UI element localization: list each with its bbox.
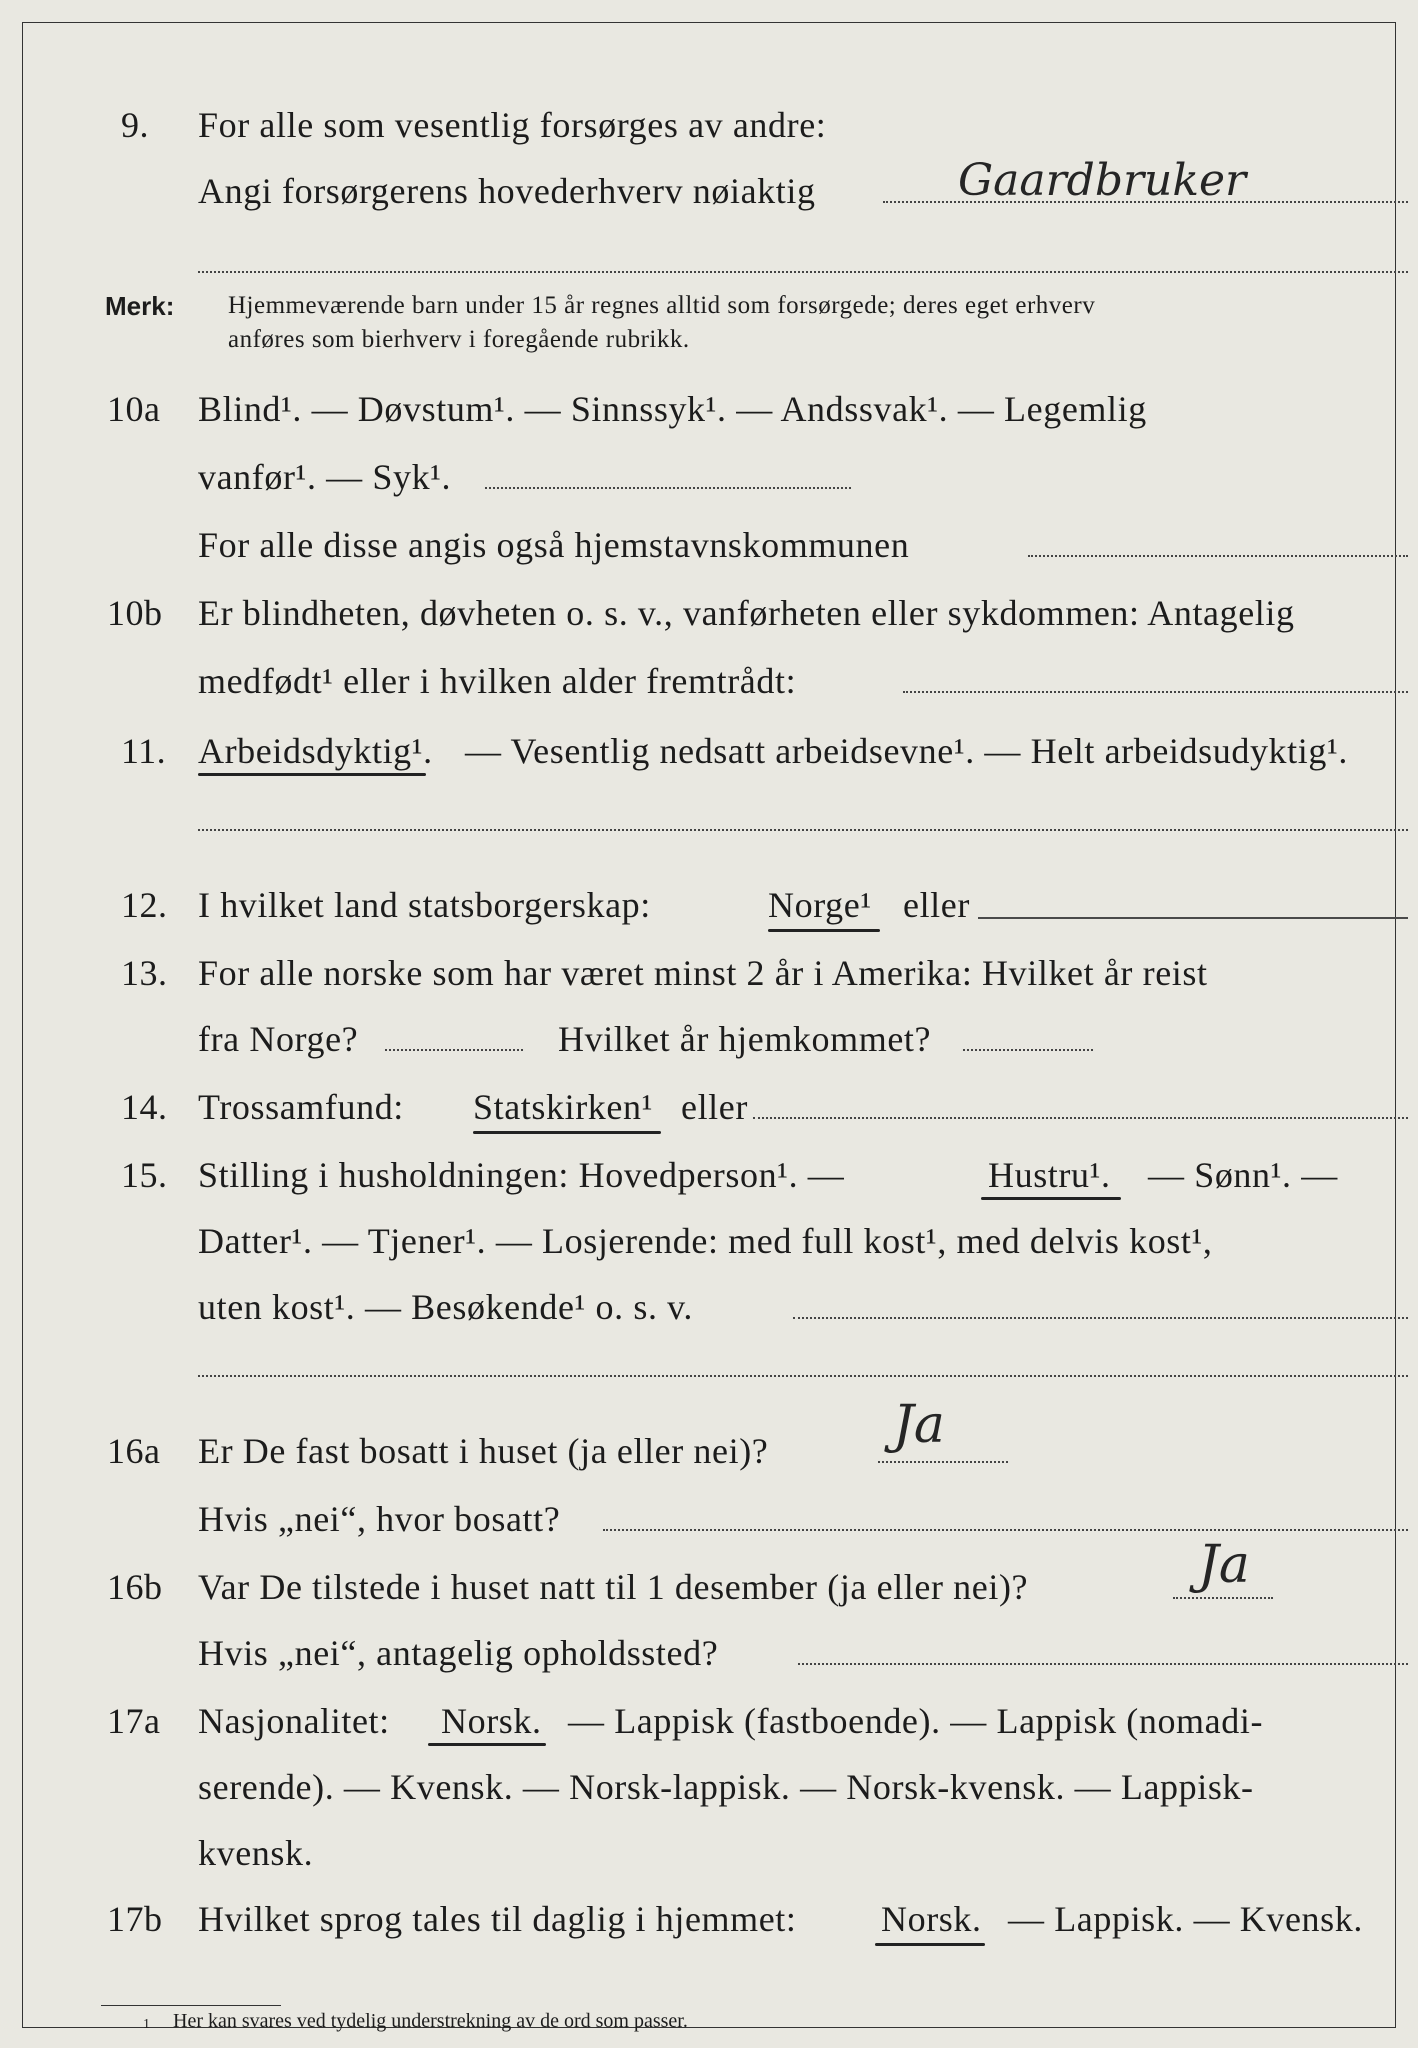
q16b-location-line xyxy=(798,1663,1408,1665)
q17a-question-line2: serende). — Kvensk. — Norsk-lappisk. — Norsk-kvensk. — Lappisk- xyxy=(198,1767,1254,1807)
q15-other-options: — Sønn¹. — xyxy=(1148,1155,1338,1195)
q17b-option-norsk: Norsk. xyxy=(881,1899,982,1939)
q17b-question: Hvilket sprog tales til daglig i hjemmet: xyxy=(198,1899,797,1939)
q14-answer-line xyxy=(753,1117,1408,1119)
merk-label: Merk: xyxy=(105,291,175,321)
q15-extra-line xyxy=(198,1375,1408,1377)
q15-question-line2: Datter¹. — Tjener¹. — Losjerende: med full kost¹, med delvis kost¹, xyxy=(198,1221,1213,1261)
q17a-option-norsk: Norsk. xyxy=(441,1701,542,1741)
q17a-number: 17a xyxy=(107,1701,161,1741)
q16a-number: 16a xyxy=(107,1431,161,1471)
q15-option-hustru: Hustru¹. xyxy=(988,1155,1111,1195)
q14-eller: eller xyxy=(681,1087,748,1127)
footnote-mark: 1 xyxy=(143,2017,150,2032)
q17a-question-line3: kvensk. xyxy=(198,1833,314,1873)
q11-underline-mark xyxy=(198,773,426,776)
q9-question-line2: Angi forsørgerens hovederhverv nøiaktig xyxy=(198,171,816,211)
q17a-other-options: — Lappisk (fastboende). — Lappisk (nomadi- xyxy=(568,1701,1264,1741)
q16b-question-line2: Hvis „nei“, antagelig opholdssted? xyxy=(198,1633,719,1673)
q12-eller: eller xyxy=(903,885,970,925)
q16b-number: 16b xyxy=(107,1567,163,1607)
q10a-hometown-line xyxy=(1028,555,1408,557)
q10a-number: 10a xyxy=(107,389,161,429)
q16b-question-line1: Var De tilstede i huset natt til 1 desember (ja eller nei)? xyxy=(198,1567,1029,1607)
q10a-question-line3: For alle disse angis også hjemstavnskommunen xyxy=(198,525,910,565)
q13-question-line2a: fra Norge? xyxy=(198,1019,359,1059)
merk-text-line2: anføres som bierhverv i foregående rubrikk. xyxy=(228,326,690,353)
q14-underline-mark xyxy=(473,1131,661,1134)
q16a-question-line1: Er De fast bosatt i huset (ja eller nei)? xyxy=(198,1431,769,1471)
merk-text-line1: Hjemmeværende barn under 15 år regnes alltid som forsørgede; deres eget erhverv xyxy=(228,292,1096,319)
q13-question-line2b: Hvilket år hjemkommet? xyxy=(558,1019,932,1059)
q12-number: 12. xyxy=(121,885,168,925)
q15-answer-line xyxy=(793,1317,1408,1319)
q16b-handwritten-answer: Ja xyxy=(1198,1535,1250,1595)
q15-number: 15. xyxy=(121,1155,168,1195)
q12-underline-mark xyxy=(768,929,880,932)
q14-question: Trossamfund: xyxy=(198,1087,404,1127)
q10a-question-line1: Blind¹. — Døvstum¹. — Sinnssyk¹. — Andssvak¹. — Legemlig xyxy=(198,389,1147,429)
q9-extra-line xyxy=(198,271,1408,273)
q10a-question-line2: vanfør¹. — Syk¹. xyxy=(198,457,452,497)
q10a-answer-line xyxy=(485,487,851,489)
q12-question: I hvilket land statsborgerskap: xyxy=(198,885,651,925)
q10b-number: 10b xyxy=(107,593,163,633)
q9-handwritten-answer: Gaardbruker xyxy=(958,155,1247,206)
q11-other-options: — Vesentlig nedsatt arbeidsevne¹. — Helt arbeidsudyktig¹. xyxy=(465,731,1348,771)
q11-option-arbeidsdyktig: Arbeidsdyktig¹. xyxy=(198,731,433,771)
q17a-question: Nasjonalitet: xyxy=(198,1701,390,1741)
q10b-question-line1: Er blindheten, døvheten o. s. v., vanførheten eller sykdommen: Antagelig xyxy=(198,593,1295,633)
q9-number: 9. xyxy=(121,105,149,145)
q12-answer-line xyxy=(978,917,1408,919)
footnote-rule xyxy=(101,2005,281,2006)
q17b-other-options: — Lappisk. — Kvensk. xyxy=(1008,1899,1363,1939)
q13-year-left-line xyxy=(385,1049,523,1051)
q16a-answer-line xyxy=(878,1461,1008,1463)
q16a-question-line2: Hvis „nei“, hvor bosatt? xyxy=(198,1499,561,1539)
q13-number: 13. xyxy=(121,953,168,993)
form-frame xyxy=(22,22,1396,2032)
q10b-question-line2: medfødt¹ eller i hvilken alder fremtrådt: xyxy=(198,661,797,701)
q14-number: 14. xyxy=(121,1087,168,1127)
q11-extra-line xyxy=(198,829,1408,831)
q15-underline-mark xyxy=(981,1197,1121,1200)
q17b-underline-mark xyxy=(875,1943,985,1946)
q15-question-line1: Stilling i husholdningen: Hovedperson¹. — xyxy=(198,1155,845,1195)
q13-question-line1: For alle norske som har været minst 2 år i Amerika: Hvilket år reist xyxy=(198,953,1208,993)
q16b-answer-line xyxy=(1173,1597,1273,1599)
q10b-answer-line xyxy=(903,691,1408,693)
q17b-number: 17b xyxy=(107,1899,163,1939)
q16a-handwritten-answer: Ja xyxy=(893,1395,945,1455)
q9-question-line1: For alle som vesentlig forsørges av andre: xyxy=(198,105,827,145)
q13-year-returned-line xyxy=(963,1049,1093,1051)
q14-option-statskirken: Statskirken¹ xyxy=(473,1087,653,1127)
q11-number: 11. xyxy=(121,731,167,771)
q15-question-line3: uten kost¹. — Besøkende¹ o. s. v. xyxy=(198,1287,694,1327)
q16a-residence-line xyxy=(603,1529,1408,1531)
footnote-text: Her kan svares ved tydelig understrekning av de ord som passer. xyxy=(173,2010,688,2032)
q17a-underline-mark xyxy=(428,1743,546,1746)
q12-option-norge: Norge¹ xyxy=(768,885,872,925)
